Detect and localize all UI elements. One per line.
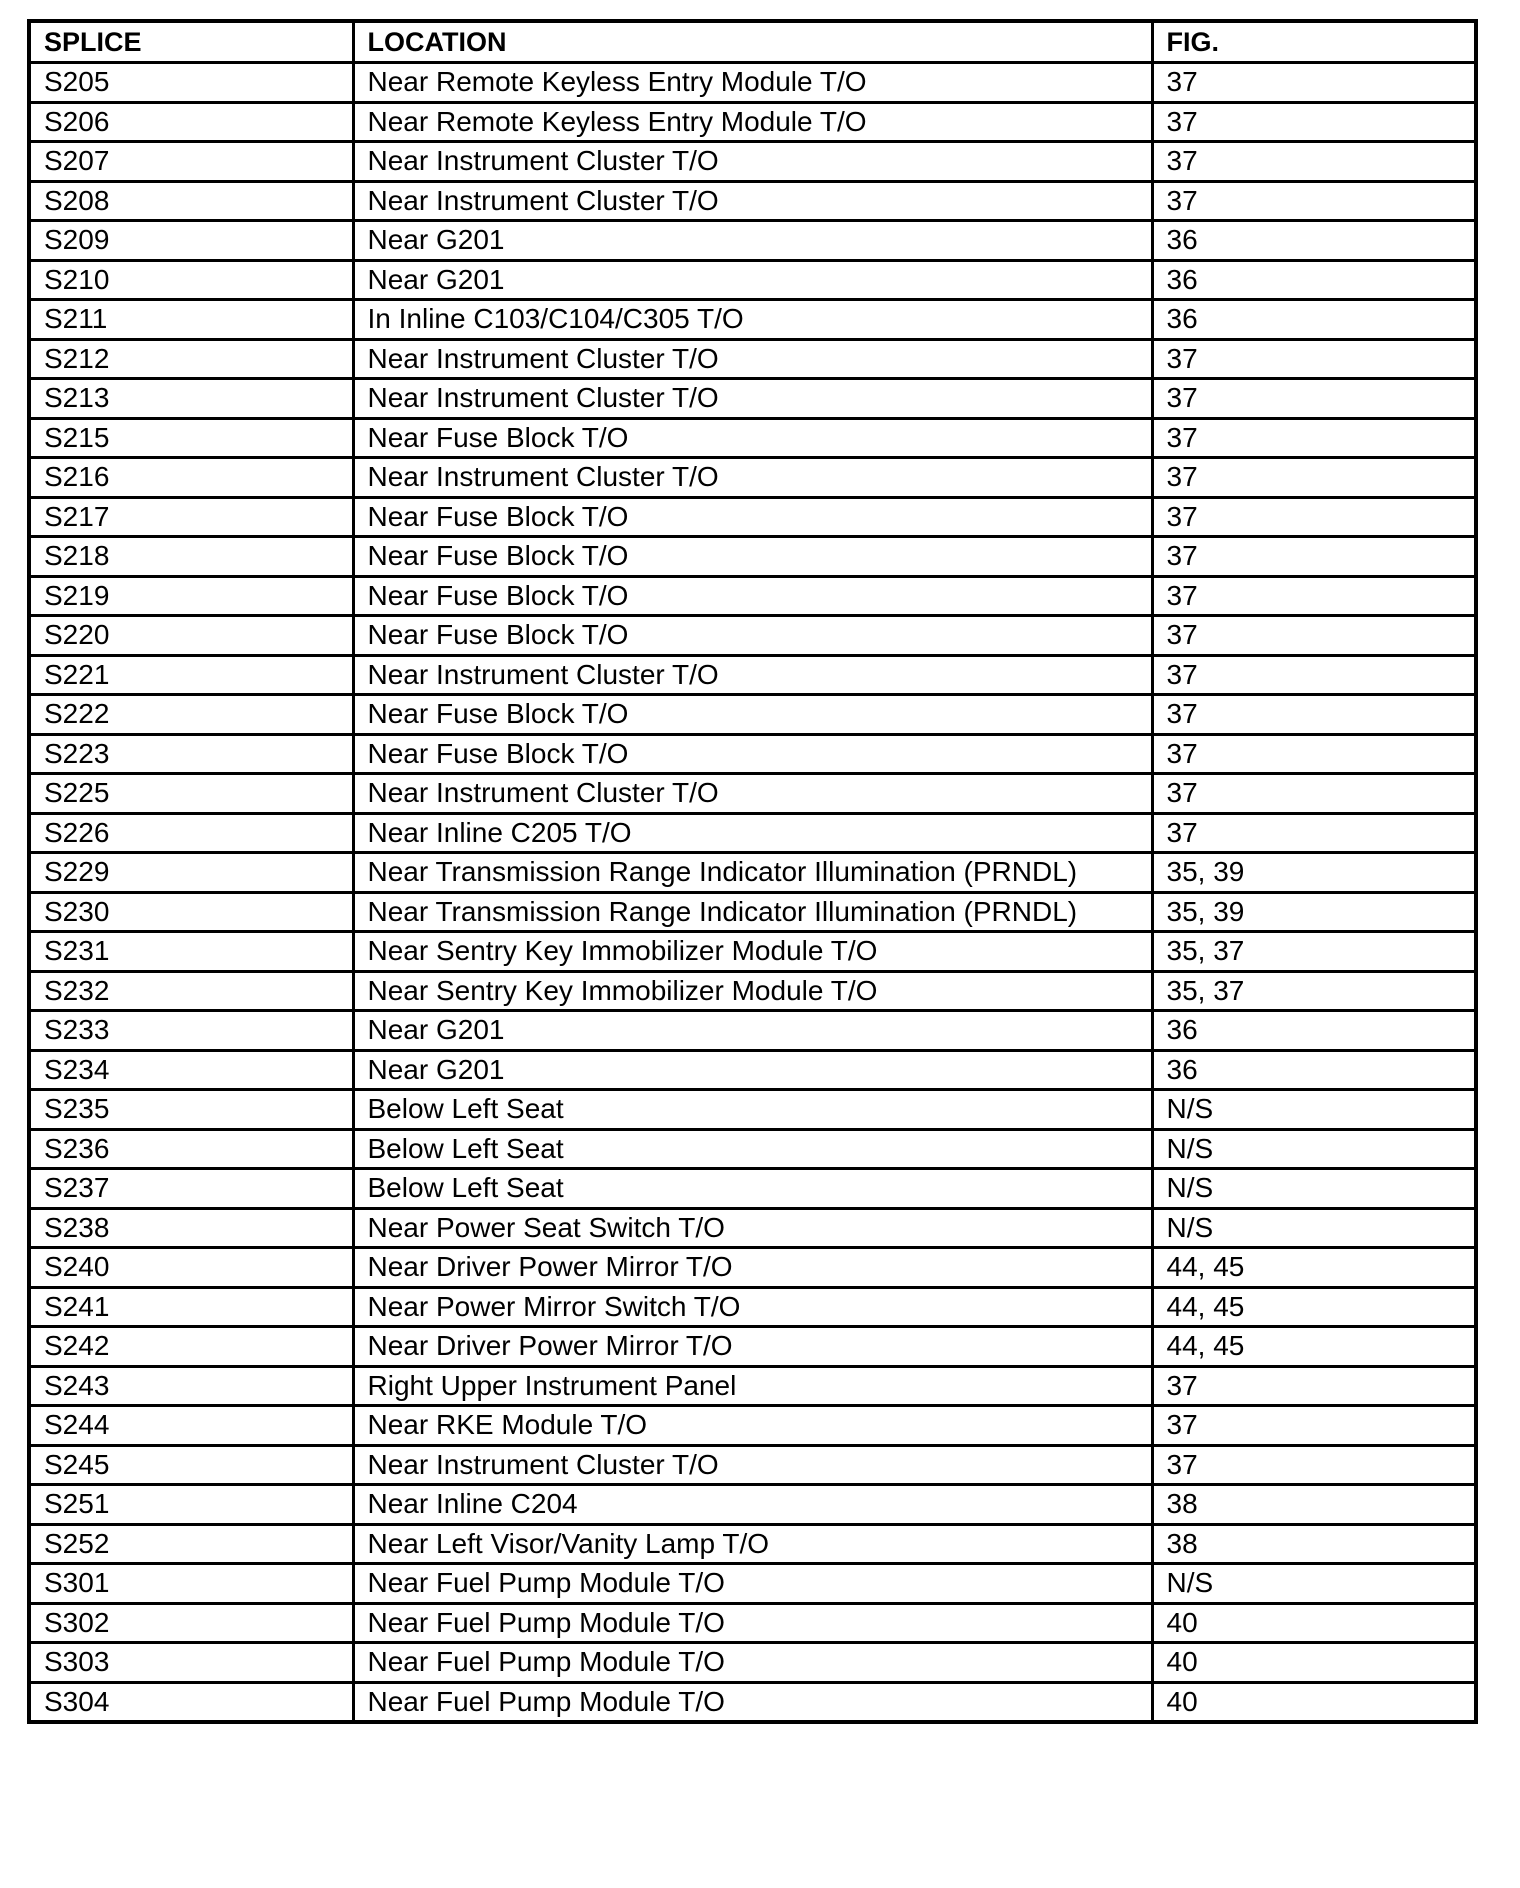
fig-cell: 37 (1152, 774, 1476, 814)
splice-location-table (27, 19, 1478, 1724)
splice-cell: S229 (29, 853, 353, 893)
splice-cell: S223 (29, 734, 353, 774)
splice-cell: S206 (29, 102, 353, 142)
fig-cell: 44, 45 (1152, 1248, 1476, 1288)
table-row (29, 339, 1476, 379)
location-cell: Near Fuse Block T/O (353, 576, 1152, 616)
location-cell: Near Instrument Cluster T/O (353, 1445, 1152, 1485)
location-cell: Right Upper Instrument Panel (353, 1366, 1152, 1406)
location-cell: Near Fuse Block T/O (353, 537, 1152, 577)
splice-cell: S220 (29, 616, 353, 656)
fig-cell: 35, 39 (1152, 853, 1476, 893)
fig-cell: 36 (1152, 221, 1476, 261)
table-row (29, 932, 1476, 972)
location-cell: Near Instrument Cluster T/O (353, 181, 1152, 221)
splice-cell: S243 (29, 1366, 353, 1406)
fig-cell: 38 (1152, 1524, 1476, 1564)
splice-cell: S231 (29, 932, 353, 972)
location-cell: Near Fuse Block T/O (353, 695, 1152, 735)
splice-cell: S219 (29, 576, 353, 616)
location-cell: Near Remote Keyless Entry Module T/O (353, 102, 1152, 142)
fig-cell: 40 (1152, 1682, 1476, 1722)
location-cell: Near Instrument Cluster T/O (353, 142, 1152, 182)
fig-cell: 35, 37 (1152, 932, 1476, 972)
splice-cell: S244 (29, 1406, 353, 1446)
splice-cell: S210 (29, 260, 353, 300)
table-row (29, 734, 1476, 774)
fig-cell: 37 (1152, 63, 1476, 103)
location-cell: In Inline C103/C104/C305 T/O (353, 300, 1152, 340)
fig-cell: 37 (1152, 655, 1476, 695)
fig-cell: 37 (1152, 497, 1476, 537)
fig-cell: 36 (1152, 260, 1476, 300)
fig-cell: 37 (1152, 102, 1476, 142)
fig-cell: 37 (1152, 1445, 1476, 1485)
table-row (29, 300, 1476, 340)
location-cell: Near Fuse Block T/O (353, 734, 1152, 774)
table-row (29, 260, 1476, 300)
location-cell: Near Instrument Cluster T/O (353, 458, 1152, 498)
splice-cell: S236 (29, 1129, 353, 1169)
splice-cell: S213 (29, 379, 353, 419)
table-row (29, 853, 1476, 893)
splice-cell: S216 (29, 458, 353, 498)
location-cell: Near G201 (353, 1050, 1152, 1090)
fig-cell: 37 (1152, 418, 1476, 458)
fig-cell: N/S (1152, 1090, 1476, 1130)
location-cell: Near Driver Power Mirror T/O (353, 1327, 1152, 1367)
location-cell: Near G201 (353, 260, 1152, 300)
location-cell: Near Fuel Pump Module T/O (353, 1603, 1152, 1643)
fig-cell: 40 (1152, 1643, 1476, 1683)
table-header-row (29, 21, 1476, 63)
fig-cell: 37 (1152, 1406, 1476, 1446)
table-row (29, 1406, 1476, 1446)
splice-cell: S245 (29, 1445, 353, 1485)
location-cell: Near Remote Keyless Entry Module T/O (353, 63, 1152, 103)
fig-cell: 37 (1152, 734, 1476, 774)
splice-cell: S242 (29, 1327, 353, 1367)
fig-cell: 35, 37 (1152, 971, 1476, 1011)
table-row (29, 458, 1476, 498)
splice-cell: S230 (29, 892, 353, 932)
table-row (29, 1129, 1476, 1169)
splice-cell: S226 (29, 813, 353, 853)
location-cell: Near Fuse Block T/O (353, 616, 1152, 656)
fig-cell: N/S (1152, 1129, 1476, 1169)
table-row (29, 1169, 1476, 1209)
location-cell: Near G201 (353, 221, 1152, 261)
splice-cell: S205 (29, 63, 353, 103)
column-header-location: LOCATION (353, 21, 1152, 63)
fig-cell: 37 (1152, 142, 1476, 182)
fig-cell: 37 (1152, 1366, 1476, 1406)
table-row (29, 1248, 1476, 1288)
splice-cell: S233 (29, 1011, 353, 1051)
fig-cell: 37 (1152, 379, 1476, 419)
table-row (29, 813, 1476, 853)
table-row (29, 497, 1476, 537)
location-cell: Near Power Seat Switch T/O (353, 1208, 1152, 1248)
table-row (29, 1643, 1476, 1683)
splice-cell: S304 (29, 1682, 353, 1722)
location-cell: Near Transmission Range Indicator Illumination (PRNDL) (353, 853, 1152, 893)
fig-cell: 35, 39 (1152, 892, 1476, 932)
table-row (29, 1090, 1476, 1130)
location-cell: Near Sentry Key Immobilizer Module T/O (353, 971, 1152, 1011)
fig-cell: 37 (1152, 181, 1476, 221)
fig-cell: 37 (1152, 537, 1476, 577)
location-cell: Near Driver Power Mirror T/O (353, 1248, 1152, 1288)
table-body (29, 63, 1476, 1723)
splice-cell: S237 (29, 1169, 353, 1209)
table-row (29, 655, 1476, 695)
fig-cell: N/S (1152, 1564, 1476, 1604)
fig-cell: 40 (1152, 1603, 1476, 1643)
table-row (29, 1327, 1476, 1367)
table-row (29, 537, 1476, 577)
fig-cell: N/S (1152, 1208, 1476, 1248)
location-cell: Near Fuse Block T/O (353, 418, 1152, 458)
table-row (29, 63, 1476, 103)
fig-cell: 36 (1152, 1050, 1476, 1090)
splice-cell: S241 (29, 1287, 353, 1327)
splice-cell: S234 (29, 1050, 353, 1090)
location-cell: Below Left Seat (353, 1169, 1152, 1209)
location-cell: Near Fuel Pump Module T/O (353, 1564, 1152, 1604)
splice-cell: S208 (29, 181, 353, 221)
location-cell: Near Power Mirror Switch T/O (353, 1287, 1152, 1327)
table-row (29, 1208, 1476, 1248)
column-header-splice: SPLICE (29, 21, 353, 63)
fig-cell: 44, 45 (1152, 1327, 1476, 1367)
splice-cell: S238 (29, 1208, 353, 1248)
fig-cell: 38 (1152, 1485, 1476, 1525)
fig-cell: 37 (1152, 458, 1476, 498)
table-row (29, 774, 1476, 814)
location-cell: Near Instrument Cluster T/O (353, 774, 1152, 814)
splice-cell: S218 (29, 537, 353, 577)
table-row (29, 1682, 1476, 1722)
location-cell: Near G201 (353, 1011, 1152, 1051)
fig-cell: 44, 45 (1152, 1287, 1476, 1327)
table-row (29, 1524, 1476, 1564)
location-cell: Below Left Seat (353, 1129, 1152, 1169)
location-cell: Near Inline C204 (353, 1485, 1152, 1525)
location-cell: Below Left Seat (353, 1090, 1152, 1130)
table-row (29, 181, 1476, 221)
location-cell: Near Transmission Range Indicator Illumination (PRNDL) (353, 892, 1152, 932)
table-row (29, 418, 1476, 458)
splice-cell: S222 (29, 695, 353, 735)
table-row (29, 695, 1476, 735)
splice-cell: S211 (29, 300, 353, 340)
fig-cell: 37 (1152, 576, 1476, 616)
splice-cell: S209 (29, 221, 353, 261)
table-row (29, 1011, 1476, 1051)
fig-cell: 37 (1152, 813, 1476, 853)
table-row (29, 576, 1476, 616)
splice-cell: S225 (29, 774, 353, 814)
table-row (29, 1485, 1476, 1525)
fig-cell: 36 (1152, 300, 1476, 340)
splice-cell: S221 (29, 655, 353, 695)
fig-cell: N/S (1152, 1169, 1476, 1209)
location-cell: Near Instrument Cluster T/O (353, 339, 1152, 379)
location-cell: Near Fuse Block T/O (353, 497, 1152, 537)
table-row (29, 1050, 1476, 1090)
splice-cell: S301 (29, 1564, 353, 1604)
table-row (29, 221, 1476, 261)
table-row (29, 102, 1476, 142)
location-cell: Near Instrument Cluster T/O (353, 655, 1152, 695)
splice-cell: S240 (29, 1248, 353, 1288)
splice-cell: S215 (29, 418, 353, 458)
splice-cell: S207 (29, 142, 353, 182)
location-cell: Near Left Visor/Vanity Lamp T/O (353, 1524, 1152, 1564)
splice-cell: S303 (29, 1643, 353, 1683)
splice-cell: S302 (29, 1603, 353, 1643)
fig-cell: 37 (1152, 616, 1476, 656)
splice-cell: S251 (29, 1485, 353, 1525)
table-row (29, 142, 1476, 182)
table-row (29, 1564, 1476, 1604)
location-cell: Near Inline C205 T/O (353, 813, 1152, 853)
splice-cell: S212 (29, 339, 353, 379)
table-row (29, 379, 1476, 419)
table-row (29, 1366, 1476, 1406)
column-header-fig: FIG. (1152, 21, 1476, 63)
splice-cell: S235 (29, 1090, 353, 1130)
fig-cell: 37 (1152, 695, 1476, 735)
table-row (29, 892, 1476, 932)
splice-cell: S217 (29, 497, 353, 537)
table-row (29, 971, 1476, 1011)
location-cell: Near Fuel Pump Module T/O (353, 1682, 1152, 1722)
table-row (29, 1445, 1476, 1485)
location-cell: Near Instrument Cluster T/O (353, 379, 1152, 419)
fig-cell: 37 (1152, 339, 1476, 379)
location-cell: Near RKE Module T/O (353, 1406, 1152, 1446)
table-row (29, 1603, 1476, 1643)
table-row (29, 616, 1476, 656)
splice-cell: S252 (29, 1524, 353, 1564)
fig-cell: 36 (1152, 1011, 1476, 1051)
location-cell: Near Sentry Key Immobilizer Module T/O (353, 932, 1152, 972)
table-row (29, 1287, 1476, 1327)
location-cell: Near Fuel Pump Module T/O (353, 1643, 1152, 1683)
splice-cell: S232 (29, 971, 353, 1011)
